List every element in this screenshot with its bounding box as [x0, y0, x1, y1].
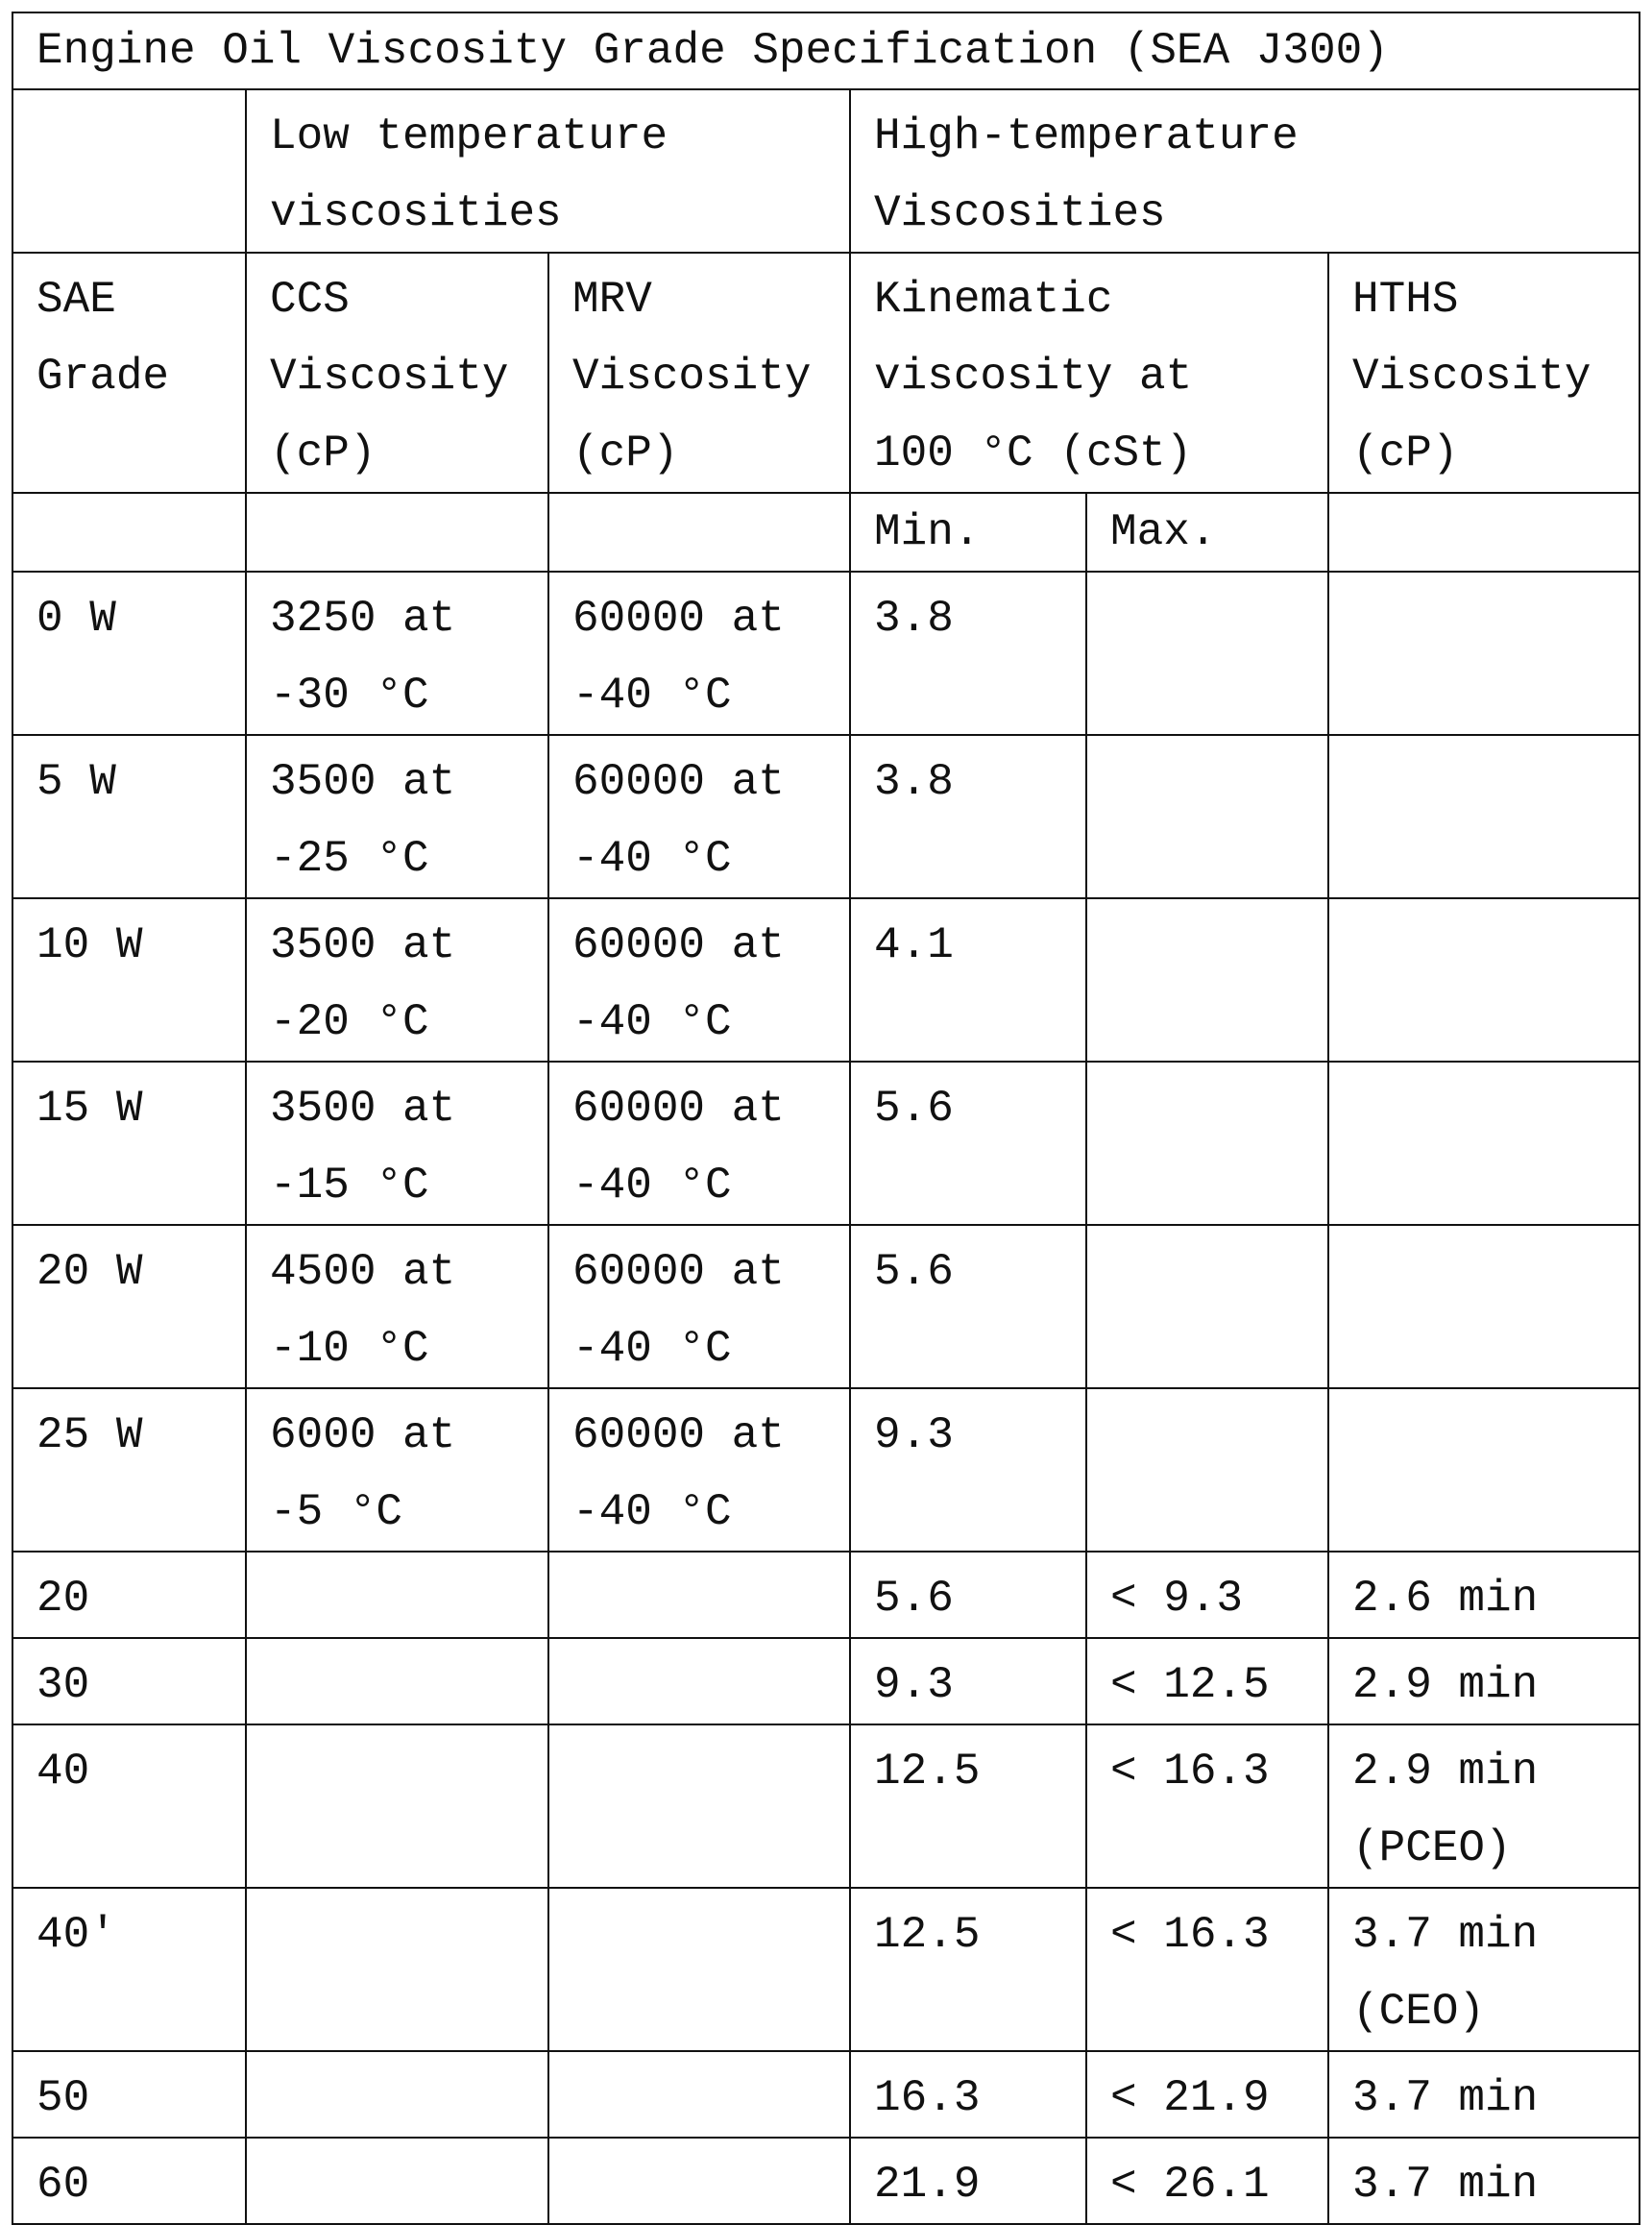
cell-kv-max	[1086, 735, 1328, 898]
cell-grade: 15 W	[12, 1062, 246, 1225]
table-row	[12, 1225, 1640, 1388]
blank-cell	[548, 493, 850, 572]
cell-ccs	[246, 1888, 548, 2051]
cell-grade: 20	[12, 1552, 246, 1638]
cell-hths: 3.7 min (CEO)	[1328, 1888, 1640, 2051]
cell-grade: 0 W	[12, 572, 246, 735]
cell-hths	[1328, 735, 1640, 898]
table-row	[12, 1888, 1640, 2051]
header-max: Max.	[1086, 493, 1328, 572]
table-row	[12, 2051, 1640, 2138]
cell-kv-min: 9.3	[850, 1638, 1086, 1724]
title-row	[12, 12, 1640, 89]
cell-mrv	[548, 1552, 850, 1638]
cell-kv-min: 5.6	[850, 1552, 1086, 1638]
cell-mrv: 60000 at -40 °C	[548, 1225, 850, 1388]
cell-mrv	[548, 1638, 850, 1724]
cell-hths: 3.7 min	[1328, 2051, 1640, 2138]
cell-grade: 5 W	[12, 735, 246, 898]
cell-kv-min: 21.9	[850, 2138, 1086, 2224]
cell-hths	[1328, 1388, 1640, 1552]
cell-kv-max	[1086, 572, 1328, 735]
cell-grade: 50	[12, 2051, 246, 2138]
cell-mrv	[548, 1724, 850, 1888]
cell-hths	[1328, 898, 1640, 1062]
header-mrv-viscosity: MRV Viscosity (cP)	[548, 253, 850, 493]
cell-ccs	[246, 2051, 548, 2138]
cell-hths: 2.6 min	[1328, 1552, 1640, 1638]
viscosity-spec-table	[12, 12, 1640, 2225]
cell-grade: 40	[12, 1724, 246, 1888]
min-max-header-row	[12, 493, 1640, 572]
cell-kv-min: 3.8	[850, 572, 1086, 735]
cell-mrv: 60000 at -40 °C	[548, 1388, 850, 1552]
cell-kv-min: 5.6	[850, 1225, 1086, 1388]
cell-kv-max: < 21.9	[1086, 2051, 1328, 2138]
cell-kv-max: < 16.3	[1086, 1724, 1328, 1888]
table-row	[12, 1062, 1640, 1225]
column-header-row	[12, 253, 1640, 493]
cell-kv-min: 9.3	[850, 1388, 1086, 1552]
cell-hths	[1328, 572, 1640, 735]
cell-kv-min: 4.1	[850, 898, 1086, 1062]
group-header-high-temp: High-temperature Viscosities	[850, 89, 1640, 253]
cell-ccs: 3500 at -15 °C	[246, 1062, 548, 1225]
group-header-low-temp: Low temperature viscosities	[246, 89, 850, 253]
cell-kv-max: < 9.3	[1086, 1552, 1328, 1638]
group-header-row	[12, 89, 1640, 253]
cell-ccs	[246, 1638, 548, 1724]
table-row	[12, 1552, 1640, 1638]
cell-kv-max: < 26.1	[1086, 2138, 1328, 2224]
cell-hths	[1328, 1062, 1640, 1225]
cell-mrv	[548, 2051, 850, 2138]
cell-kv-min: 5.6	[850, 1062, 1086, 1225]
cell-ccs: 3500 at -25 °C	[246, 735, 548, 898]
cell-kv-max	[1086, 1388, 1328, 1552]
cell-ccs: 3500 at -20 °C	[246, 898, 548, 1062]
blank-cell	[12, 493, 246, 572]
header-kinematic-viscosity: Kinematic viscosity at 100 °C (cSt)	[850, 253, 1328, 493]
cell-ccs: 4500 at -10 °C	[246, 1225, 548, 1388]
header-hths-viscosity: HTHS Viscosity (cP)	[1328, 253, 1640, 493]
cell-ccs	[246, 1724, 548, 1888]
cell-ccs: 6000 at -5 °C	[246, 1388, 548, 1552]
cell-kv-min: 12.5	[850, 1724, 1086, 1888]
cell-hths: 2.9 min	[1328, 1638, 1640, 1724]
header-ccs-viscosity: CCS Viscosity (cP)	[246, 253, 548, 493]
cell-mrv: 60000 at -40 °C	[548, 898, 850, 1062]
header-sae-grade: SAE Grade	[12, 253, 246, 493]
cell-hths: 3.7 min	[1328, 2138, 1640, 2224]
cell-mrv: 60000 at -40 °C	[548, 1062, 850, 1225]
cell-grade: 40′	[12, 1888, 246, 2051]
cell-grade: 60	[12, 2138, 246, 2224]
table-row	[12, 572, 1640, 735]
table-row	[12, 1724, 1640, 1888]
cell-grade: 25 W	[12, 1388, 246, 1552]
table-row	[12, 898, 1640, 1062]
cell-mrv: 60000 at -40 °C	[548, 735, 850, 898]
cell-kv-min: 16.3	[850, 2051, 1086, 2138]
header-min: Min.	[850, 493, 1086, 572]
cell-kv-max	[1086, 898, 1328, 1062]
cell-mrv	[548, 1888, 850, 2051]
group-header-blank	[12, 89, 246, 253]
table-row	[12, 1388, 1640, 1552]
cell-kv-max: < 12.5	[1086, 1638, 1328, 1724]
cell-mrv: 60000 at -40 °C	[548, 572, 850, 735]
blank-cell	[1328, 493, 1640, 572]
cell-grade: 30	[12, 1638, 246, 1724]
cell-hths: 2.9 min (PCEO)	[1328, 1724, 1640, 1888]
cell-ccs: 3250 at -30 °C	[246, 572, 548, 735]
table-row	[12, 1638, 1640, 1724]
cell-hths	[1328, 1225, 1640, 1388]
cell-kv-max	[1086, 1062, 1328, 1225]
cell-ccs	[246, 1552, 548, 1638]
cell-kv-min: 3.8	[850, 735, 1086, 898]
cell-kv-max	[1086, 1225, 1328, 1388]
table-title: Engine Oil Viscosity Grade Specification (SEA J300)	[12, 12, 1640, 89]
blank-cell	[246, 493, 548, 572]
cell-grade: 10 W	[12, 898, 246, 1062]
table-row	[12, 735, 1640, 898]
cell-kv-max: < 16.3	[1086, 1888, 1328, 2051]
cell-grade: 20 W	[12, 1225, 246, 1388]
cell-kv-min: 12.5	[850, 1888, 1086, 2051]
